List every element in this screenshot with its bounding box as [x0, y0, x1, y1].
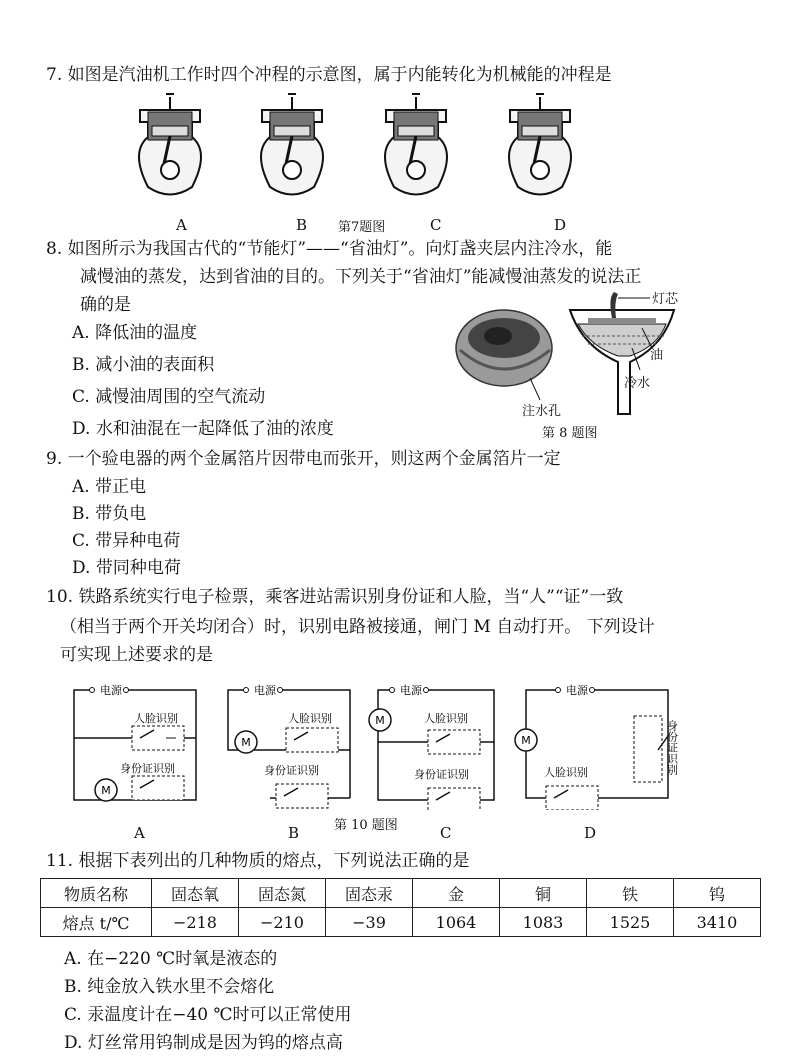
circuit-a-id: 身份证识别	[120, 762, 175, 775]
circuit-a	[66, 680, 206, 810]
engine-b-icon	[261, 94, 323, 195]
q10-stem-line3: 可实现上述要求的是	[60, 645, 213, 665]
circuit-b-motor: M	[241, 736, 251, 749]
q9-option-a: A. 带正电	[72, 477, 147, 497]
table-cell: 固态氧	[152, 879, 239, 908]
q8-option-b: B. 减小油的表面积	[72, 355, 215, 375]
table-cell: −218	[152, 908, 239, 937]
circuit-d-face: 人脸识别	[544, 766, 588, 779]
table-cell: −210	[239, 908, 326, 937]
q10-label-c: C	[440, 824, 452, 842]
q10-stem-line1: 10. 铁路系统实行电子检票，乘客进站需识别身份证和人脸，当“人”“证”一致	[46, 587, 624, 607]
q8-option-c: C. 减慢油周围的空气流动	[72, 387, 266, 407]
q8-stem-line3: 确的是	[80, 295, 131, 315]
q9-option-b: B. 带负电	[72, 504, 147, 524]
circuit-a-power: 电源	[100, 684, 122, 697]
circuit-d-motor: M	[521, 734, 531, 747]
q9-option-d: D. 带同种电荷	[72, 558, 181, 578]
table-cell: 固态氮	[239, 879, 326, 908]
q7-engine-figures	[130, 92, 590, 207]
q7-caption: 第7题图	[338, 220, 386, 235]
q11-option-c: C. 汞温度计在−40 ℃时可以正常使用	[64, 1005, 352, 1025]
q7-label-c: C	[430, 216, 442, 234]
q10-caption: 第 10 题图	[334, 818, 398, 833]
q8-stem-line2: 减慢油的蒸发，达到省油的目的。下列关于“省油灯”能减慢油蒸发的说法正	[80, 267, 642, 287]
circuit-d	[508, 680, 698, 810]
circuit-c	[366, 680, 506, 810]
circuit-c-id: 身份证识别	[414, 768, 469, 781]
engine-c-icon	[385, 94, 447, 195]
q8-caption: 第 8 题图	[542, 426, 598, 441]
q8-label-wick: 灯芯	[652, 292, 679, 307]
q10-stem-line2: （相当于两个开关均闭合）时，识别电路被接通，闸门 M 自动打开。 下列设计	[60, 617, 655, 637]
q9-stem: 9. 一个验电器的两个金属箔片因带电而张开，则这两个金属箔片一定	[46, 449, 561, 469]
q8-option-d: D. 水和油混在一起降低了油的浓度	[72, 419, 334, 439]
q7-stem: 7. 如图是汽油机工作时四个冲程的示意图，属于内能转化为机械能的冲程是	[46, 65, 612, 85]
circuit-a-motor: M	[101, 784, 111, 797]
q8-label-cold-water: 冷水	[624, 376, 651, 391]
circuit-a-face: 人脸识别	[134, 712, 178, 725]
q9-option-c: C. 带异种电荷	[72, 531, 181, 551]
table-cell: −39	[326, 908, 413, 937]
q11-option-a: A. 在−220 ℃时氧是液态的	[64, 949, 278, 969]
table-cell: 钨	[674, 879, 761, 908]
q8-stem-line1: 8. 如图所示为我国古代的“节能灯”——“省油灯”。向灯盏夹层内注冷水，能	[46, 239, 613, 259]
circuit-b-id: 身份证识别	[264, 764, 319, 777]
circuit-b-face: 人脸识别	[288, 712, 332, 725]
q8-label-hole: 注水孔	[522, 404, 562, 419]
circuit-b-power: 电源	[254, 684, 276, 697]
table-cell: 铁	[587, 879, 674, 908]
q11-stem: 11. 根据下表列出的几种物质的熔点，下列说法正确的是	[46, 851, 470, 871]
circuit-d-id: 身份证识别	[665, 720, 679, 775]
q10-label-b: B	[288, 824, 300, 842]
table-cell: 熔点 t/℃	[41, 908, 152, 937]
table-cell: 1064	[413, 908, 500, 937]
melting-point-table	[40, 878, 761, 937]
table-cell: 1083	[500, 908, 587, 937]
circuit-c-power: 电源	[400, 684, 422, 697]
q10-label-d: D	[584, 824, 597, 842]
circuit-d-power: 电源	[566, 684, 588, 697]
circuit-b	[220, 680, 360, 810]
table-cell: 3410	[674, 908, 761, 937]
table-row	[41, 908, 761, 937]
table-cell: 固态汞	[326, 879, 413, 908]
circuit-c-motor: M	[375, 714, 385, 727]
q7-label-a: A	[176, 216, 187, 234]
table-header-row	[41, 879, 761, 908]
q11-option-d: D. 灯丝常用钨制成是因为钨的熔点高	[64, 1033, 343, 1053]
table-cell: 金	[413, 879, 500, 908]
q11-option-b: B. 纯金放入铁水里不会熔化	[64, 977, 275, 997]
engine-a-icon	[139, 94, 201, 195]
q7-label-b: B	[296, 216, 308, 234]
engine-d-icon	[509, 94, 571, 195]
q10-label-a: A	[134, 824, 145, 842]
q8-label-oil: 油	[650, 348, 664, 363]
table-cell: 物质名称	[41, 879, 152, 908]
table-cell: 1525	[587, 908, 674, 937]
q8-option-a: A. 降低油的温度	[72, 323, 198, 343]
circuit-c-face: 人脸识别	[424, 712, 468, 725]
table-cell: 铜	[500, 879, 587, 908]
q7-label-d: D	[554, 216, 567, 234]
